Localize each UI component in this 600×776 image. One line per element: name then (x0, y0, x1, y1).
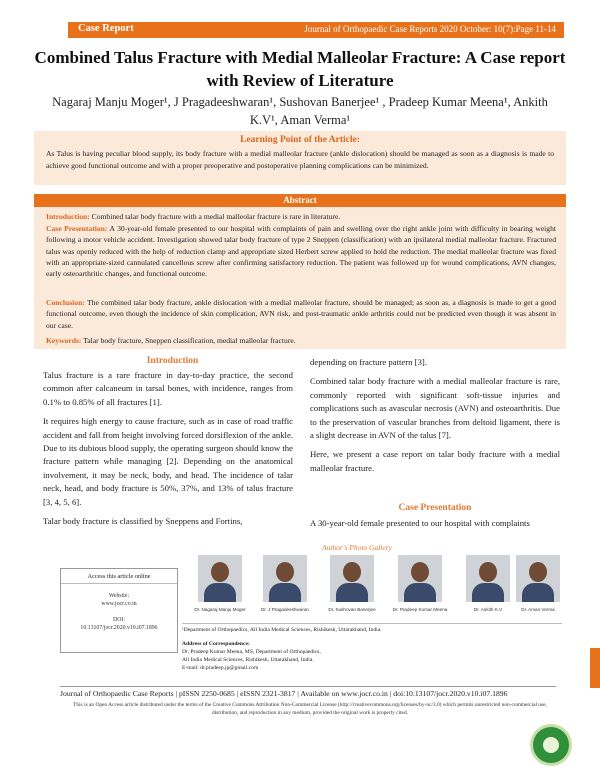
abstract-title: Abstract (283, 195, 317, 205)
footer-citation: Journal of Orthopaedic Case Reports | pISSN 2250-0685 | eISSN 2321-3817 | Available on www.jocr.co.in | doi:10.13107/jocr.2020.v10.i07.1896 (60, 689, 508, 698)
author-photo (398, 555, 442, 602)
correspondence-line: Dr. Pradeep Kumar Meena, MS, Department of Orthopaedics, (182, 649, 321, 655)
author-photo (330, 555, 374, 602)
authors-line-2: K.V¹, Aman Verma¹ (249, 113, 351, 127)
conclusion-text: The combined talar body fracture, ankle dislocation with a medial malleolar fracture, should be managed; as soon as, a diagnosis is made to get a good functional outcome, even though the incidence of skin complication, AVN risk, and post-traumatic ankle arthritis could not be predicted even though it was absent in our case. (46, 298, 556, 330)
footer-divider (60, 686, 556, 687)
author-photo-name: Dr. Ankith K.V (473, 607, 503, 612)
author-photo-name: Dr. Pradeep Kumar Meena (392, 607, 448, 612)
journal-citation: Journal of Orthopaedic Case Reports 2020 October: 10(7):Page 11-14 (304, 24, 556, 34)
author-photo (198, 555, 242, 602)
author-photo-name: Dr. J Pragadeeshwaran (260, 607, 309, 612)
abstract-header (34, 194, 566, 207)
author-list (30, 93, 570, 129)
keywords-text: Talar body fracture, Sneppen classification, medial malleolar fracture. (81, 336, 296, 345)
case-label: Case Presentation: (46, 224, 108, 233)
affiliation-text: ¹Department of Orthopaedics, All India Medical Sciences, Rishikesh, Uttarakhand, India. (182, 627, 382, 633)
authors-line-1: Nagaraj Manju Moger¹, J Pragadeeshwaran¹, Sushovan Banerjee¹ , Pradeep Kumar Meena¹, Ankith (52, 95, 548, 109)
footer-license: This is an Open Access article distributed under the terms of the Creative Commons Attribution Non-Commercial License (http://creativecommons.org/licenses/by-nc/3.0) which permits unrestricted non-commercial use, distribution, and reproduction in any medium, provided the original work is properly cited. (73, 702, 547, 716)
intro-paragraph: It requires high energy to cause fracture, such as in case of road traffic accident and fall from height involving forced dorsiflexion of the ankle. Due to its dubious blood supply, the operating surgeon should know the fracture pattern while managing [2]. Depending on the anatomical involvement, it may be neck, body, and head. The incidence of talar neck, head, and body fracture is 50%, 37%, and 13% of talus fracture [3, 4, 5, 6]. (43, 416, 293, 507)
website-label: Website: (108, 593, 130, 599)
affiliation-block (182, 626, 522, 672)
author-photo-name: Dr. Nagaraj Manju Moger (194, 607, 246, 612)
author-photo (516, 555, 560, 602)
intro-paragraph: Talar body fracture is classified by Sneppens and Fortins, (43, 516, 243, 527)
title-line-2: with Review of Literature (206, 71, 394, 90)
title-line-1: Combined Talus Fracture with Medial Malleolar Fracture: A Case report (34, 48, 566, 67)
header-bar (68, 22, 564, 38)
case-text: A 30-year-old female presented to our hospital with complaints of pain and swelling over the right ankle joint with difficulty in bearing weight following a motor vehicle accident. Investigation showed talar body fracture of type 2 Sneppen (classification) with an ipsilateral medial malleolar fracture. Fractured talus was openly reduced with the help of reduction clamp and appropriate sized Herbert screw applied to hold the reduction. The medial malleolar fracture was fixed with an appropriate-sized cannulated cancellous screw after confirming satisfactory reduction. The patient was followed up for wound complications, AVN changes, early osteoarthritic changes, and functional outcome. (46, 224, 556, 279)
author-photo-name: Dr. Aman Verma (521, 607, 555, 612)
right-column (310, 356, 560, 481)
correspondence-line: All India Medical Sciences, Rishikesh, Uttarakhand, India. (182, 657, 314, 663)
keywords-label: Keywords: (46, 336, 82, 345)
right-paragraph: Here, we present a case report on talar body fracture with a medial malleolar fracture. (310, 449, 560, 473)
correspondence-label: Address of Correspondence: (182, 641, 250, 647)
abstract-keywords (46, 335, 556, 346)
website-link[interactable]: www.jocr.co.in (101, 601, 137, 607)
author-photo-name: Dr. Sushovan Banerjee (328, 607, 376, 612)
journal-logo-icon (530, 724, 572, 766)
intro-paragraph: Talus fracture is a rare fracture in day-to-day practice, the second common after calcaneum in tarsal bones, with incidence, ranges from 0.1% to 0.85% of all fractures [1]. (43, 370, 293, 407)
gallery-title: Author's Photo Gallery (322, 543, 392, 552)
learning-point-text: As Talus is having peculiar blood supply, its body fracture with a medial malleolar fracture (ankle dislocation) should be managed as soon as a diagnosis is made to achieve good functional outcome and with a proper preoperative and postoperative planning complications can be minimized. (46, 149, 554, 170)
introduction-heading: Introduction (146, 356, 199, 366)
abstract-box (34, 207, 566, 349)
abstract-case-presentation (46, 223, 556, 279)
abstract-introduction (46, 211, 556, 222)
page-title (30, 46, 570, 92)
intro-label: Introduction: (46, 212, 90, 221)
access-box (60, 568, 178, 653)
doi-value[interactable]: 10.13107/jocr.2020.v10.i07.1896 (80, 625, 158, 631)
learning-point-title: Learning Point of the Article: (240, 135, 360, 145)
side-tab (590, 648, 600, 688)
author-photo (263, 555, 307, 602)
author-photo (466, 555, 510, 602)
learning-point-box (34, 131, 566, 185)
correspondence-email[interactable]: E-mail: dr.pradeep.jp@gmail.com (182, 665, 259, 671)
abstract-conclusion (46, 297, 556, 331)
article-type-label: Case Report (78, 23, 134, 34)
case-presentation-text: A 30-year-old female presented to our hospital with complaints (310, 518, 530, 528)
right-paragraph: Combined talar body fracture with a medial malleolar fracture is rare, commonly reported with significant soft-tissue injuries and complications such as avascular necrosis (AVN) and osteoarthritis. Due to the preservation of vascular branches from deltoid ligament, there is a slight decrease in AVN of the talus [7]. (310, 376, 560, 441)
divider (182, 623, 562, 624)
case-presentation-heading: Case Presentation (398, 503, 472, 513)
access-header: Access this article online (61, 569, 177, 584)
introduction-column (43, 369, 293, 534)
doi-label: DOI: (113, 617, 125, 623)
intro-text: Combined talar body fracture with a medial malleolar fracture is rare in literature. (89, 212, 341, 221)
conclusion-label: Conclusion: (46, 298, 85, 307)
right-paragraph: depending on fracture pattern [3]. (310, 357, 427, 367)
